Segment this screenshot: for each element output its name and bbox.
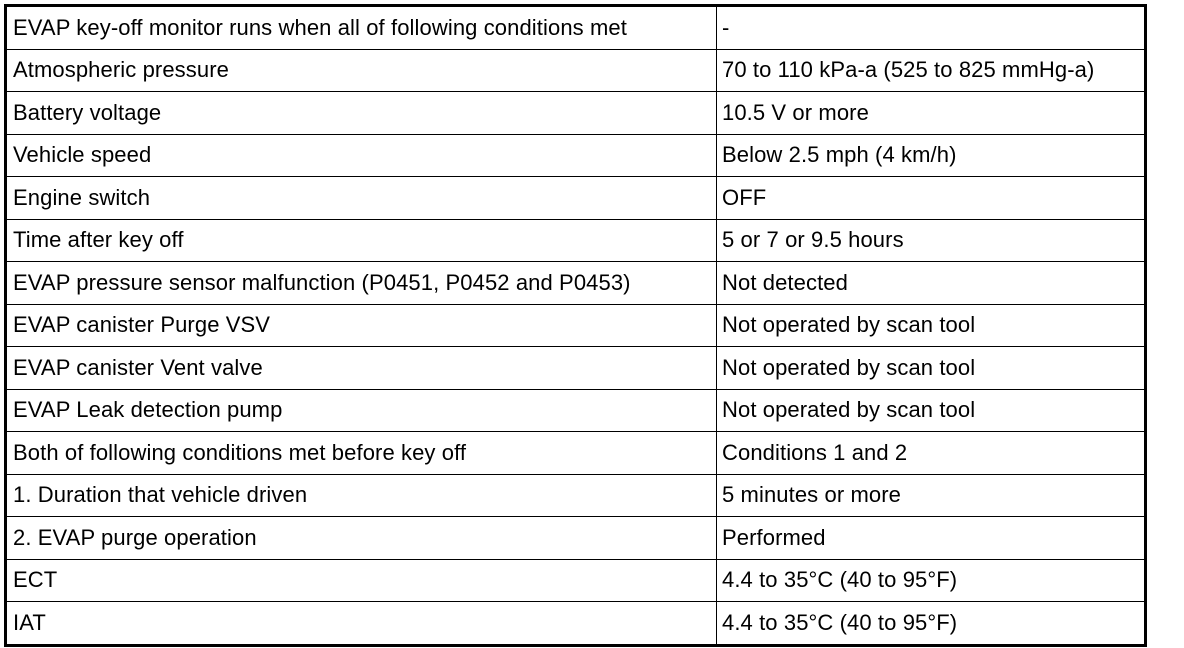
condition-item-cell: EVAP Leak detection pump [6,389,717,432]
condition-value-cell: Below 2.5 mph (4 km/h) [717,134,1146,177]
condition-value-cell: Performed [717,517,1146,560]
condition-value-cell: Not operated by scan tool [717,304,1146,347]
condition-value-cell: 4.4 to 35°C (40 to 95°F) [717,602,1146,646]
condition-value-cell: Not detected [717,262,1146,305]
condition-value-cell: - [717,6,1146,50]
table-row [6,6,1146,50]
condition-item-cell: EVAP canister Purge VSV [6,304,717,347]
condition-value-cell: OFF [717,177,1146,220]
condition-item-cell: Atmospheric pressure [6,49,717,92]
condition-value-cell: Not operated by scan tool [717,347,1146,390]
table-row [6,432,1146,475]
table-row [6,219,1146,262]
table-row [6,304,1146,347]
conditions-table [4,4,1147,647]
condition-value-cell: 4.4 to 35°C (40 to 95°F) [717,559,1146,602]
table-row [6,262,1146,305]
condition-item-cell: 1. Duration that vehicle driven [6,474,717,517]
table-row [6,134,1146,177]
table-row [6,177,1146,220]
condition-value-cell: 70 to 110 kPa-a (525 to 825 mmHg-a) [717,49,1146,92]
table-row [6,602,1146,646]
table-row [6,389,1146,432]
condition-item-cell: Time after key off [6,219,717,262]
condition-item-cell: EVAP key-off monitor runs when all of following conditions met [6,6,717,50]
table-row [6,559,1146,602]
table-row [6,517,1146,560]
condition-item-cell: EVAP pressure sensor malfunction (P0451, P0452 and P0453) [6,262,717,305]
table-row [6,347,1146,390]
condition-value-cell: 10.5 V or more [717,92,1146,135]
table-row [6,92,1146,135]
condition-item-cell: Both of following conditions met before key off [6,432,717,475]
condition-value-cell: 5 or 7 or 9.5 hours [717,219,1146,262]
condition-value-cell: Conditions 1 and 2 [717,432,1146,475]
condition-value-cell: 5 minutes or more [717,474,1146,517]
condition-item-cell: ECT [6,559,717,602]
condition-item-cell: Vehicle speed [6,134,717,177]
condition-item-cell: 2. EVAP purge operation [6,517,717,560]
condition-value-cell: Not operated by scan tool [717,389,1146,432]
condition-item-cell: Battery voltage [6,92,717,135]
table-row [6,474,1146,517]
condition-item-cell: Engine switch [6,177,717,220]
table-row [6,49,1146,92]
condition-item-cell: EVAP canister Vent valve [6,347,717,390]
condition-item-cell: IAT [6,602,717,646]
